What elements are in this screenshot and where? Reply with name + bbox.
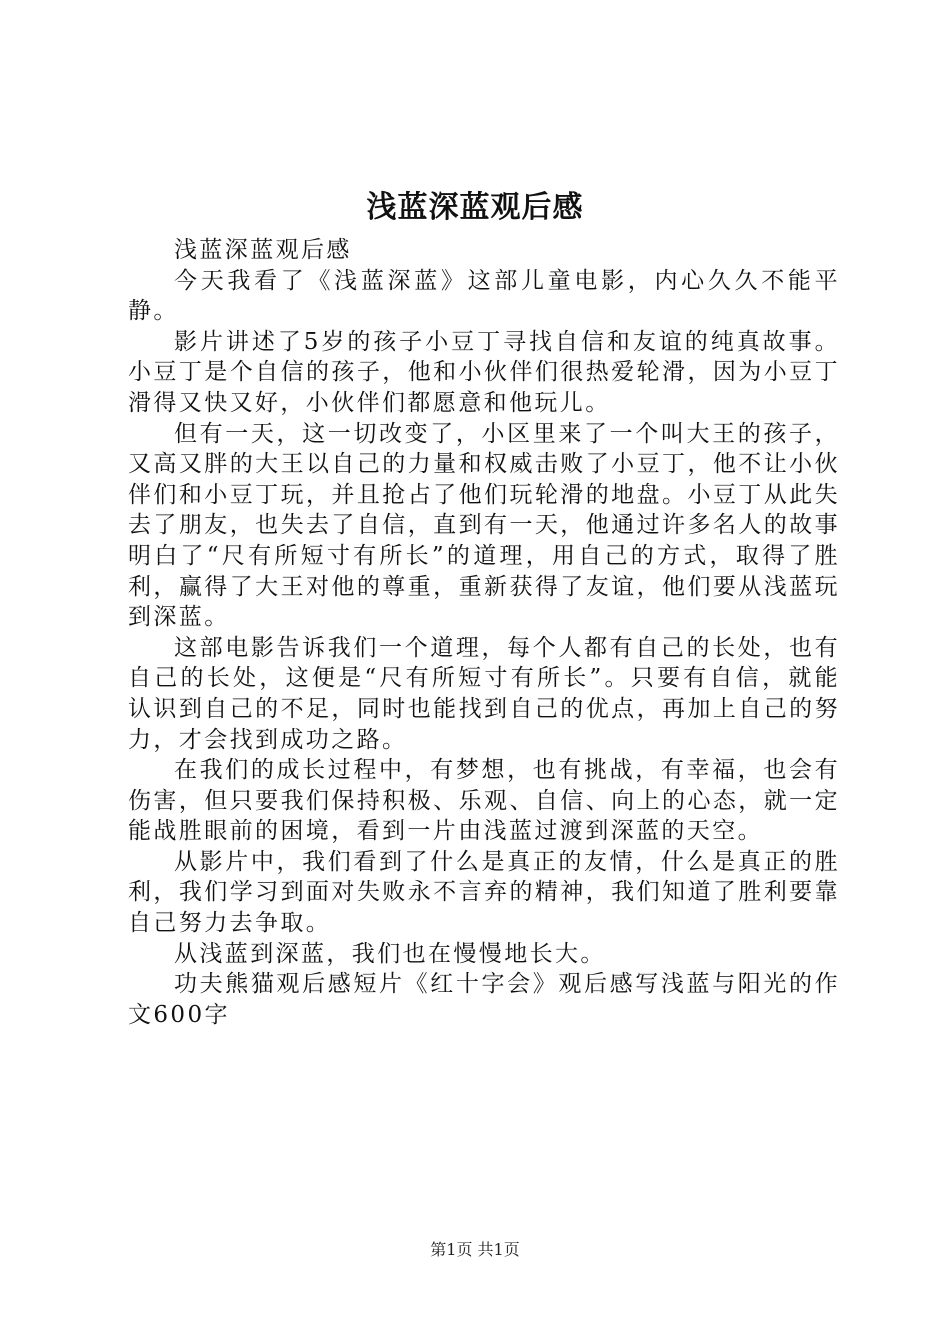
paragraph: 今天我看了《浅蓝深蓝》这部儿童电影，内心久久不能平静。 bbox=[128, 267, 840, 325]
paragraph: 影片讲述了5岁的孩子小豆丁寻找自信和友谊的纯真故事。小豆丁是个自信的孩子，他和小伙伴们很热爱轮滑，因为小豆丁滑得又快又好，小伙伴们都愿意和他玩儿。 bbox=[128, 328, 840, 416]
document-title: 浅蓝深蓝观后感 bbox=[366, 190, 584, 225]
document-body bbox=[128, 235, 840, 1030]
page-footer: 第1页 共1页 bbox=[430, 1240, 520, 1259]
paragraph: 这部电影告诉我们一个道理，每个人都有自己的长处，也有自己的长处，这便是“尺有所短寸有所长”。只要有自信，就能认识到自己的不足，同时也能找到自己的优点，再加上自己的努力，才会找到成功之路。 bbox=[128, 634, 840, 753]
paragraph: 从浅蓝到深蓝，我们也在慢慢地长大。 bbox=[174, 940, 606, 967]
paragraph-related-links: 功夫熊猫观后感短片《红十字会》观后感写浅蓝与阳光的作文600字 bbox=[128, 971, 840, 1028]
paragraph: 但有一天，这一切改变了，小区里来了一个叫大王的孩子，又高又胖的大王以自己的力量和权威击败了小豆丁，他不让小伙伴们和小豆丁玩，并且抢占了他们玩轮滑的地盘。小豆丁从此失去了朋友，也失去了自信，直到有一天，他通过许多名人的故事明白了“尺有所短寸有所长”的道理，用自己的方式，取得了胜利，赢得了大王对他的尊重，重新获得了友谊，他们要从浅蓝玩到深蓝。 bbox=[128, 420, 840, 631]
paragraph: 从影片中，我们看到了什么是真正的友情，什么是真正的胜利，我们学习到面对失败永不言弃的精神，我们知道了胜利要靠自己努力去争取。 bbox=[128, 848, 840, 937]
paragraph-subtitle: 浅蓝深蓝观后感 bbox=[174, 237, 352, 263]
paragraph: 在我们的成长过程中，有梦想，也有挑战，有幸福，也会有伤害，但只要我们保持积极、乐观、自信、向上的心态，就一定能战胜眼前的困境，看到一片由浅蓝过渡到深蓝的天空。 bbox=[128, 757, 840, 845]
